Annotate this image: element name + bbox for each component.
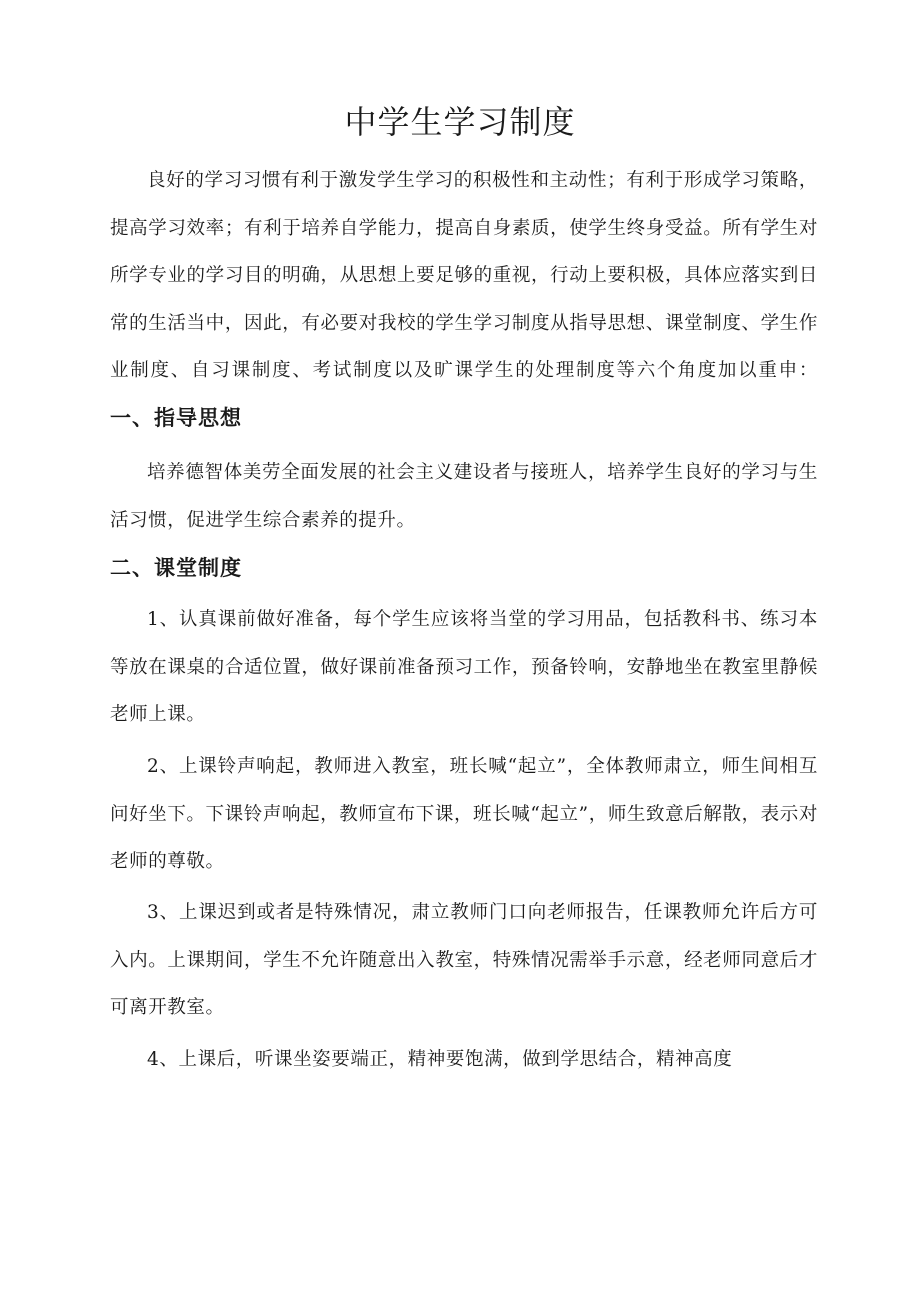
intro-text: 良好的学习习惯有利于激发学生学习的积极性和主动性；有利于形成学习策略，提高学习效率；有利于培养自学能力，提高自身素质，使学生终身受益。所有学生对所学专业的学习目的明确，从思想上要足够的重视，行动上要积极，具体应落实到日常的生活当中，因此，有必要对我校的学生学习制度从指导思想、课堂制度、学生作业制度、自习课制度、考试制度以及旷课学生的处理制度等六个角度加以重申： [110,170,818,382]
section-heading-classroom-rules: 二、课堂制度 [110,556,242,580]
page-title: 中学生学习制度 [344,103,576,141]
list-item: 4、上课后，听课坐姿要端正，精神要饱满，做到学思结合，精神高度 [147,1049,733,1070]
section-heading-guiding-ideology: 一、指导思想 [110,405,242,430]
intro-paragraph [110,157,818,444]
list-item: 1、认真课前做好准备，每个学生应该将当堂的学习用品，包括教科书、练习本等放在课桌的合适位置，做好课前准备预习工作，预备铃响，安静地坐在教室里静候老师上课。 [110,609,818,726]
guiding-ideology-paragraph: 培养德智体美劳全面发展的社会主义建设者与接班人，培养学生良好的学习与生活习惯，促进学生综合素养的提升。 [110,462,818,531]
list-item: 2、上课铃声响起，教师进入教室，班长喊“起立”，全体教师肃立，师生间相互问好坐下。下课铃声响起，教师宣布下课，班长喊“起立”，师生致意后解散，表示对老师的尊敬。 [110,756,818,873]
list-item: 3、上课迟到或者是特殊情况，肃立教师门口向老师报告，任课教师允许后方可入内。上课期间，学生不允许随意出入教室，特殊情况需举手示意，经老师同意后才可离开教室。 [110,902,818,1019]
